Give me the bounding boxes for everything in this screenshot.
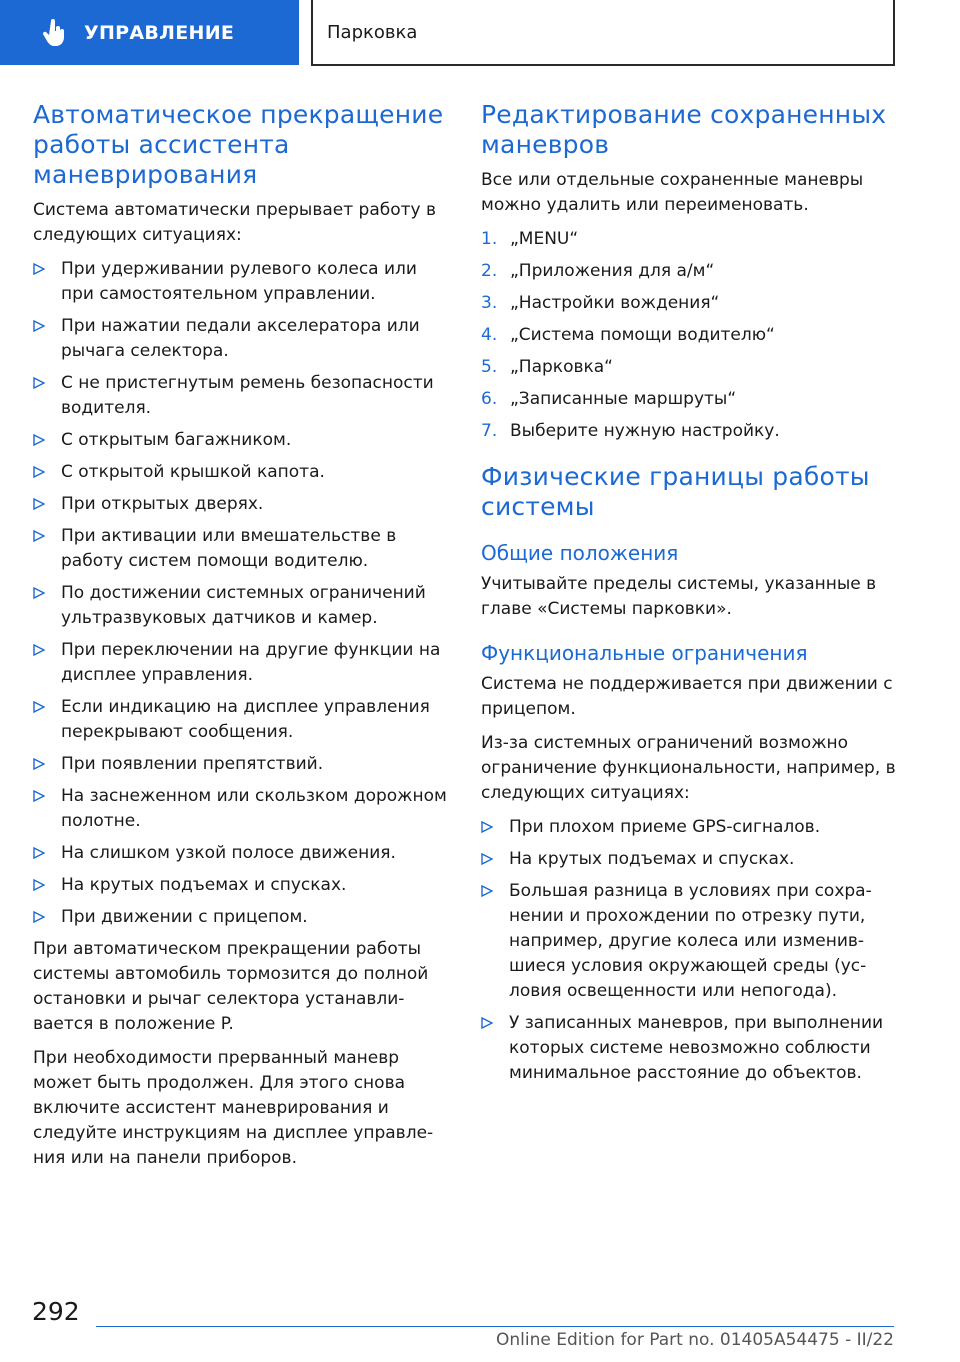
heading-edit-maneuvers: Редактирование сохраненных маневров	[481, 100, 887, 159]
functional-limits-list	[481, 815, 901, 1086]
step-item: 1. „MENU“	[481, 227, 901, 252]
paragraph-trailer: Система не поддерживается при движении с прицепом.	[481, 674, 893, 719]
list-item: При появлении препятствий.	[33, 752, 451, 777]
bullet-triangle-icon	[33, 879, 45, 891]
bullet-triangle-icon	[481, 853, 493, 865]
bullet-triangle-icon	[33, 701, 45, 713]
list-item: С открытой крышкой капота.	[33, 460, 451, 485]
page-number: 292	[32, 1297, 80, 1326]
bullet-triangle-icon	[33, 434, 45, 446]
list-item: Большая разница в условиях при сохранении и прохождении по отрезку пути, например, другие колеса или изменившиеся условия окружающей среды (условия освещенности или непогода).	[481, 879, 901, 1004]
bullet-triangle-icon	[33, 530, 45, 542]
bullet-triangle-icon	[33, 587, 45, 599]
paragraph-auto-stop-result: При автоматическом прекращении работы системы автомобиль тормозится до полной остановки и рычаг селектора устанавливается в положение P.	[33, 939, 429, 1034]
list-item: При переключении на другие функции на дисплее управления.	[33, 638, 451, 688]
step-item: 4. „Система помощи водителю“	[481, 323, 901, 348]
step-number: 2.	[481, 261, 498, 281]
step-item: 3. „Настройки вождения“	[481, 291, 901, 316]
bullet-triangle-icon	[33, 498, 45, 510]
list-item: Если индикацию на дисплее управления перекрывают сообщения.	[33, 695, 451, 745]
bullet-triangle-icon	[481, 821, 493, 833]
step-number: 1.	[481, 229, 498, 249]
right-column	[481, 100, 901, 1093]
list-item: При плохом приеме GPS-сигналов.	[481, 815, 901, 840]
list-item: При движении с прицепом.	[33, 905, 451, 930]
section-tab	[0, 0, 299, 65]
section-title: УПРАВЛЕНИЕ	[84, 21, 235, 44]
bullet-triangle-icon	[481, 885, 493, 897]
heading-physical-limits: Физические границы работы системы	[481, 462, 870, 521]
bullet-triangle-icon	[33, 847, 45, 859]
list-item: На крутых подъемах и спусках.	[481, 847, 901, 872]
list-item: С не пристегнутым ремень безопасности водителя.	[33, 371, 451, 421]
list-item: На слишком узкой полосе движения.	[33, 841, 451, 866]
left-column	[33, 100, 451, 1180]
list-item: При удерживании рулевого колеса или при самостоятельном управлении.	[33, 257, 451, 307]
step-item: 2. „Приложения для а/м“	[481, 259, 901, 284]
subheading-functional-limits: Функциональные ограничения	[481, 641, 808, 665]
bullet-triangle-icon	[481, 1017, 493, 1029]
list-item: При открытых дверях.	[33, 492, 451, 517]
step-number: 6.	[481, 389, 498, 409]
paragraph-general: Учитывайте пределы системы, указанные в главе «Системы парковки».	[481, 574, 877, 619]
chapter-header	[311, 0, 895, 66]
bullet-triangle-icon	[33, 320, 45, 332]
bullet-triangle-icon	[33, 466, 45, 478]
menu-steps-list	[481, 227, 901, 444]
bullet-triangle-icon	[33, 790, 45, 802]
auto-stop-list	[33, 257, 451, 930]
list-item: На заснеженном или скользком дорожном полотне.	[33, 784, 451, 834]
list-item: При нажатии педали акселератора или рычага селектора.	[33, 314, 451, 364]
list-item: По достижении системных ограничений ультразвуковых датчиков и камер.	[33, 581, 451, 631]
subheading-general: Общие положения	[481, 541, 679, 565]
list-item: С открытым багажником.	[33, 428, 451, 453]
paragraph-resume: При необходимости прерванный маневр может быть продолжен. Для этого снова включите ассистент маневрирования и следуйте инструкциям на дисплее управления или на панели приборов.	[33, 1048, 434, 1168]
bullet-triangle-icon	[33, 644, 45, 656]
list-item: У записанных маневров, при выполнении которых системе невозможно соблюсти минимальное расстояние до объектов.	[481, 1011, 901, 1086]
heading-auto-stop: Автоматическое прекращение работы ассистента маневрирования	[33, 100, 444, 189]
step-number: 7.	[481, 421, 498, 441]
edition-footer: Online Edition for Part no. 01405A54475 - II/22	[495, 1330, 894, 1350]
bullet-triangle-icon	[33, 758, 45, 770]
hand-pointer-icon	[42, 19, 68, 47]
step-item: 5. „Парковка“	[481, 355, 901, 380]
list-item: На крутых подъемах и спусках.	[33, 873, 451, 898]
step-item: 7. Выберите нужную настройку.	[481, 419, 901, 444]
step-number: 3.	[481, 293, 498, 313]
footer-divider	[96, 1326, 894, 1327]
intro-auto-stop: Система автоматически прерывает работу в следующих ситуациях:	[33, 200, 437, 245]
paragraph-limits: Из-за системных ограничений возможно ограничение функциональности, например, в следующих ситуациях:	[481, 733, 896, 803]
list-item: При активации или вмешательстве в работу систем помощи водителю.	[33, 524, 451, 574]
intro-edit-maneuvers: Все или отдельные сохраненные маневры можно удалить или переименовать.	[481, 170, 864, 215]
bullet-triangle-icon	[33, 263, 45, 275]
step-number: 4.	[481, 325, 498, 345]
bullet-triangle-icon	[33, 377, 45, 389]
step-number: 5.	[481, 357, 498, 377]
bullet-triangle-icon	[33, 911, 45, 923]
chapter-title: Парковка	[327, 21, 418, 43]
step-item: 6. „Записанные маршруты“	[481, 387, 901, 412]
